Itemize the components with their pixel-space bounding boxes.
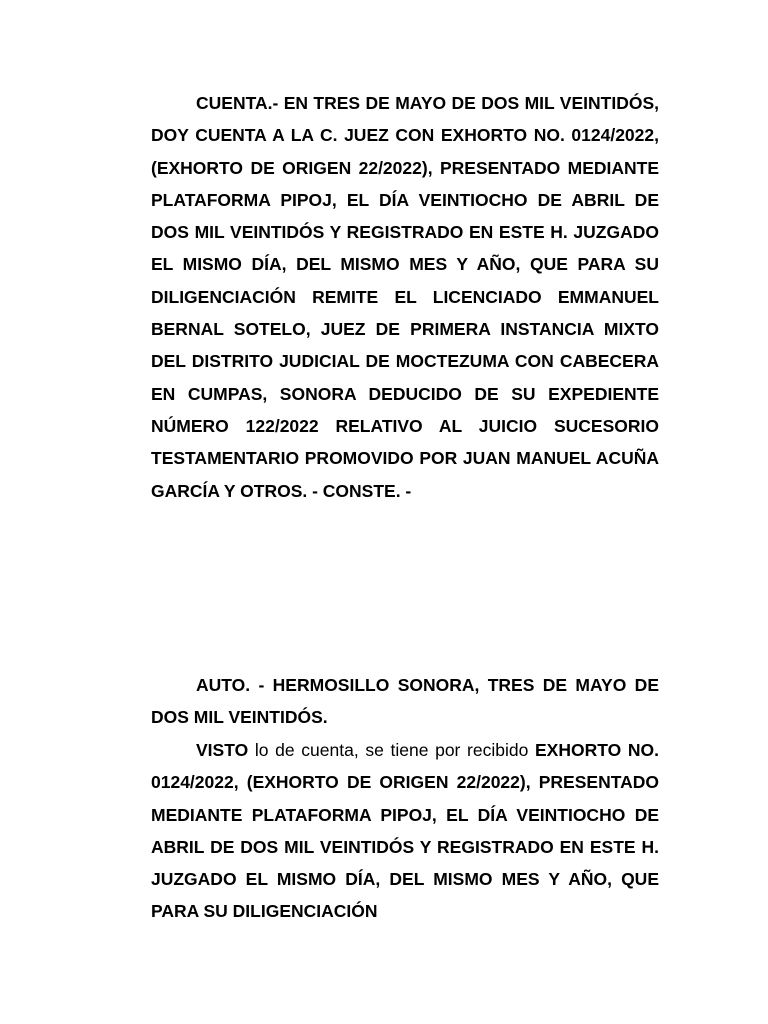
- visto-exhorto-text: EXHORTO NO. 0124/2022, (EXHORTO DE ORIGEN 22/2022), PRESENTADO MEDIANTE PLATAFORMA PIPOJ, EL DÍA VEINTIOCHO DE ABRIL DE DOS MIL VEINTIDÓS Y REGISTRADO EN ESTE H. JUZGADO EL MISMO DÍA, DEL MISMO MES Y AÑO, QUE PARA SU DILIGENCIACIÓN: [151, 740, 659, 922]
- auto-paragraph: AUTO. - HERMOSILLO SONORA, TRES DE MAYO DE DOS MIL VEINTIDÓS.: [151, 675, 659, 728]
- cuenta-paragraph: CUENTA.- EN TRES DE MAYO DE DOS MIL VEINTIDÓS, DOY CUENTA A LA C. JUEZ CON EXHORTO NO. 0124/2022, (EXHORTO DE ORIGEN 22/2022), PRESENTADO MEDIANTE PLATAFORMA PIPOJ, EL DÍA VEINTIOCHO DE ABRIL DE DOS MIL VEINTIDÓS Y REGISTRADO EN ESTE H. JUZGADO EL MISMO DÍA, DEL MISMO MES Y AÑO, QUE PARA SU DILIGENCIACIÓN REMITE EL LICENCIADO EMMANUEL BERNAL SOTELO, JUEZ DE PRIMERA INSTANCIA MIXTO DEL DISTRITO JUDICIAL DE MOCTEZUMA CON CABECERA EN CUMPAS, SONORA DEDUCIDO DE SU EXPEDIENTE NÚMERO 122/2022 RELATIVO AL JUICIO SUCESORIO TESTAMENTARIO PROMOVIDO POR JUAN MANUEL ACUÑA GARCÍA Y OTROS. - CONSTE. -: [151, 93, 659, 501]
- visto-paragraph: [151, 734, 659, 928]
- visto-lead-text: VISTO: [196, 740, 249, 760]
- visto-middle-text: lo de cuenta, se tiene por recibido: [248, 740, 535, 760]
